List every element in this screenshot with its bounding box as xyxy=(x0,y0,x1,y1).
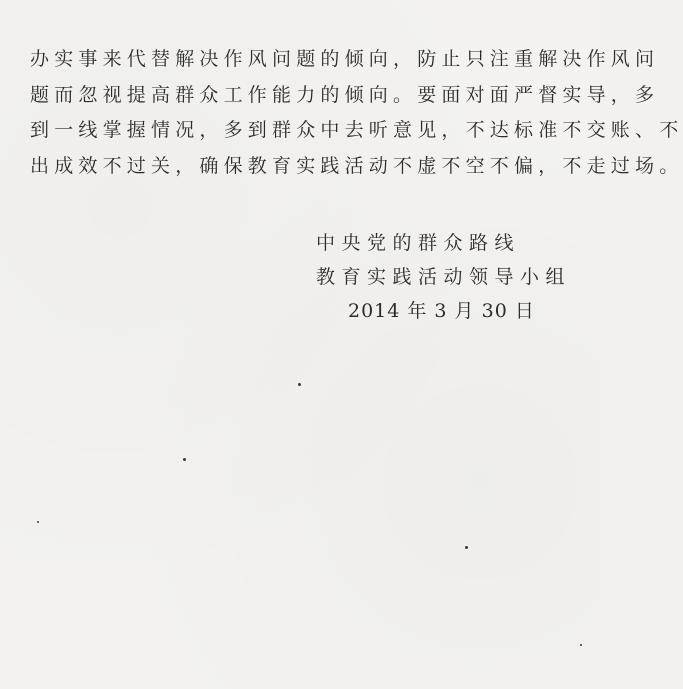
scan-speck xyxy=(298,383,301,386)
scan-speck xyxy=(183,458,186,461)
scan-speck xyxy=(465,546,468,549)
paragraph-line: 办实事来代替解决作风问题的倾向，防止只注重解决作风问 xyxy=(30,48,660,70)
scan-speck xyxy=(37,521,39,523)
signature-block xyxy=(316,226,576,328)
paragraph-line: 到一线掌握情况，多到群众中去听意见，不达标准不交账、不 xyxy=(30,119,683,141)
issuing-organization-line-1: 中央党的群众路线 xyxy=(316,232,521,254)
paragraph-line: 出成效不过关，确保教育实践活动不虚不空不偏，不走过场。 xyxy=(30,154,683,177)
issue-date: 2014 年 3 月 30 日 xyxy=(348,300,535,322)
paragraph-line: 题而忽视提高群众工作能力的倾向。要面对面严督实导，多 xyxy=(30,83,660,106)
scan-speck xyxy=(580,644,582,646)
issuing-organization-line-2: 教育实践活动领导小组 xyxy=(316,266,572,288)
body-paragraph xyxy=(30,42,683,184)
